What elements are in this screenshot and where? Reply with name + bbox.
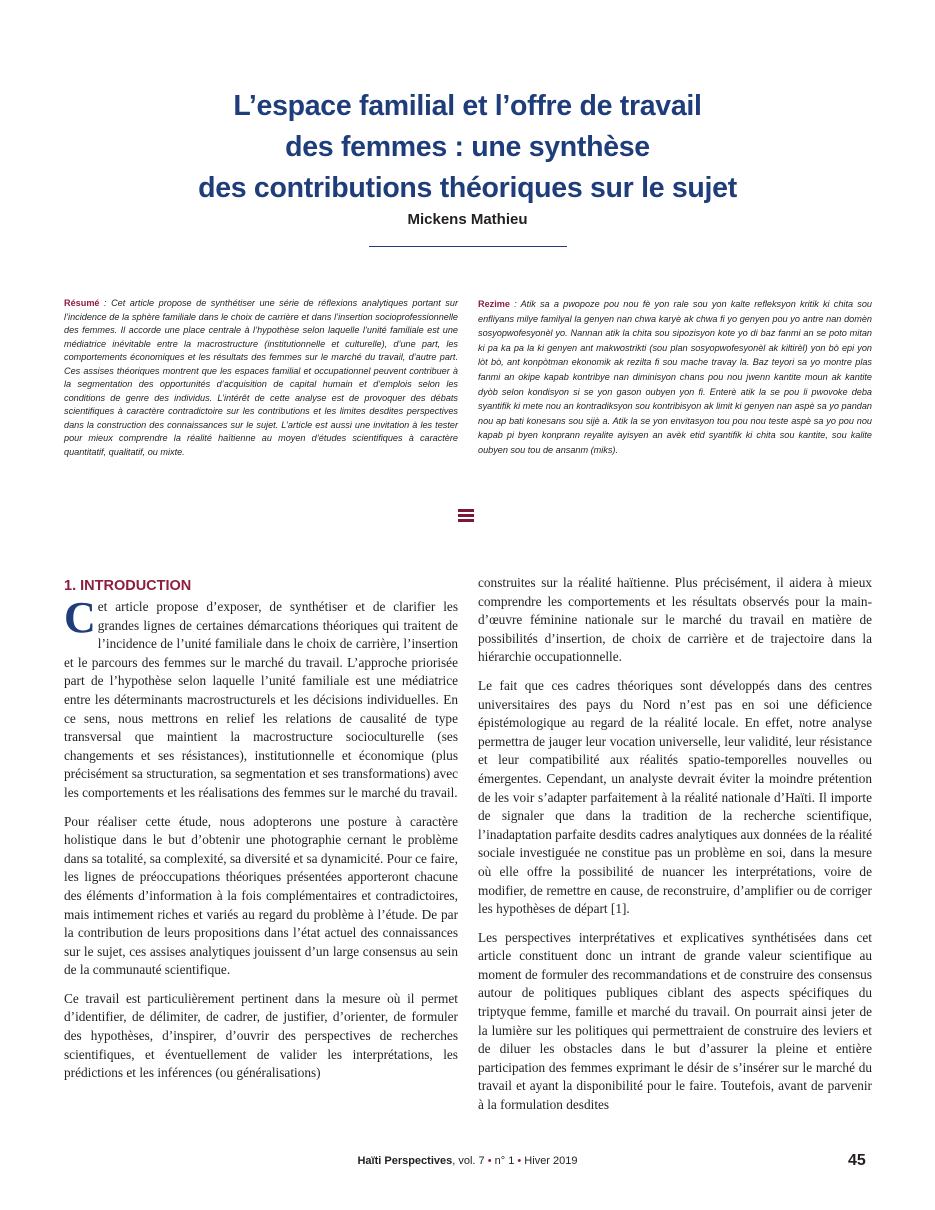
section-heading: 1. INTRODUCTION [64,578,192,594]
title-line: des femmes : une synthèse [285,131,650,163]
body-column-left [64,574,458,1093]
paragraph: construites sur la réalité haïtienne. Plus précisément, il aidera à mieux comprendre les comportements et les résultats observés pour la main-d’œuvre féminine nationale sur le marché du travail en matière de possibilités d’insertion, de choix de carrière et de trajectoire dans la hiérarchie occupationnelle. [478,575,872,665]
paragraph: Le fait que ces cadres théoriques sont développés dans des centres universitaires des pays du Nord n’est pas en soi une déficience épistémologique au regard de la réalité locale. En effet, notre analyse permettra de jauger leur vocation universelle, leur validité, leur résistance et leur compatibilité aux réalités spatio-temporelles nouvelles ou émergentes. Cependant, un analyste devrait éviter la moindre prétention de les voir s’adapter parfaitement à la réalité nationale d’Haïti. Il importe de signaler que dans la tradition de la recherche scientifique, l’inadaptation parfaite desdits cadres analytiques aux données de la réalité sociale investiguée ne constitue pas un problème en soi, dans la mesure où elle offre la possibilité de nuancer les interprétations, voire de modifier, de remettre en cause, de reconstruire, d’amplifier ou de corriger les hypothèses de départ [1]. [478,677,872,917]
author-divider [369,246,567,247]
abstract-creole [478,297,872,458]
paragraph [64,593,458,803]
abstract-french [64,297,458,460]
author-name: Mickens Mathieu [407,211,528,228]
paragraph: Les perspectives interprétatives et explicatives synthétisées dans cet article constituent donc un intrant de grande valeur scientifique au moment de formuler des recommandations et de construire des consensus autour de politiques publiques ciblant des aspects spécifiques du triptyque femme, famille et marché du travail. On pourrait ainsi jeter de la lumière sur les politiques qui permettraient de construire des leviers et de diluer les obstacles dans le but d’assurer la pleine et entière participation des femmes exprimant le désir de s’insérer sur le marché du travail et ayant la disponibilité pour le faire. Toutefois, avant de parvenir à la formulation desdites [478,929,872,1113]
abstract-label: Rezime [478,299,510,309]
paragraph-text: et article propose d’exposer, de synthétiser et de clarifier les grandes lignes de certaines démarcations théoriques qui traitent de l’incidence de l’unité familiale dans le choix de carrière, l’insertion et le parcours des femmes sur le marché du travail. L’approche priorisée part de l’hypothèse selon laquelle l’unité familiale est une médiatrice entre les déterminants macrostructurels et les décisions individuelles. En ce sens, nous mettrons en relief les relations de causalité de type transversal que maintient la macrostructure socioculturelle (ses changements et ses résistances), institutionnelle et économique (plus précisément sa structuration, sa segmentation et ses transformations) avec les comportements et les réalisations des femmes sur le marché du travail. [64,599,458,800]
drop-cap: C [64,593,96,642]
paragraph: Ce travail est particulièrement pertinent dans la mesure où il permet d’identifier, de délimiter, de cadrer, de justifier, d’orienter, de formuler des hypothèses, d’inspirer, d’ouvrir des perspectives de recherches scientifiques, et éventuellement de valider les interprétations, les prédictions et les inférences (ou généralisations) [64,990,458,1081]
title-line: des contributions théoriques sur le sujet [198,172,737,204]
abstract-label: Résumé [64,298,100,308]
section-separator-icon [458,509,474,523]
page-number: 45 [848,1152,866,1169]
journal-citation: Haïti Perspectives, vol. 7 • n° 1 • Hiver 2019 [357,1155,578,1167]
journal-name: Haïti Perspectives [357,1155,453,1167]
abstract-text: : Atik sa a pwopoze pou nou fè yon rale sou yon kalte refleksyon kritik ki chita sou enfliyans milye familyal la genyen nan chwa karyè ak chwa fi yo genyen pou yo antre nan domèn sosyopwofesyonèl yo. Nannan atik la chita sou sipozisyon kote yo di baz fanmi an se poto mitan ki pa ka pa la ki genyen ant makwostrikti (sou plan sosyopwofesyonèl ak kiltirèl) yon bò epi yon lòt bò, ant konpòtman ekonomik ak rezilta fi sou mache travay la. Baz teyori sa yo montre plas fanmi an okipe kapab kontribye nan diminisyon chans pou nou jwenn kantite moun ak kantite dyòb selon kondisyon si se yon gason oubyen yon fi. Enterè atik la se pou li pwovoke deba syantifik ki mete nou an kontradiksyon sou kontribisyon ak limit ki genyen nan aspè sa yo pandan nou ap bati konesans sou sijè a. Atik la se yon envitasyon tou pou nou teste aspè sa yo pou nou kapab pi byen konprann reyalite ayisyen an avèk etid syantifik ki chita sou kantite, sou kalite oubyen sou tou de ansanm (miks). [478,299,872,455]
abstract-text: : Cet article propose de synthétiser une série de réflexions analytiques portant sur l’incidence de la sphère familiale dans le choix de carrière et dans l’insertion socioprofessionnelle des femmes. Il accorde une place centrale à l’hypothèse selon laquelle l’unité familiale est une médiatrice inévitable entre la macrostructure (institutionnelle et culturelle), d’une part, les comportements économiques et les résultats des femmes sur le marché du travail, d’autre part. Ces assises théoriques montrent que les espaces familial et occupationnel peuvent contribuer à la segmentation des opportunités d’acquisition de capital humain et d’emplois selon les conditions de genre des individus. L’intérêt de cette analyse est de provoquer des débats scientifiques à caractère contradictoire sur les contributions et les limites desdites perspectives dans la construction des connaissances sur le sujet. L’article est aussi une invitation à les tester pour mieux comprendre la réalité haïtienne au moyen d’études scientifiques à caractère quantitatif, qualitatif, ou mixte. [64,298,458,458]
title-line: L’espace familial et l’offre de travail [233,90,702,122]
body-column-right [478,574,872,1125]
article-title [100,86,835,209]
paragraph: Pour réaliser cette étude, nous adopterons une posture à caractère holistique dans le but d’obtenir une photographie cernant le problème dans sa totalité, sa complexité, sa diversité et sa dynamicité. Pour ce faire, les lignes de préoccupations théoriques présentées apporteront chacune des éléments d’information à la fois complémentaires et contradictoires, mais intimement riches et variés au regard du problème à l’étude. De par la contribution de leurs propositions dans l’état actuel des connaissances sur le sujet, ces assises analytiques jouissent d’un large consensus au sein de la communauté scientifique. [64,813,458,978]
